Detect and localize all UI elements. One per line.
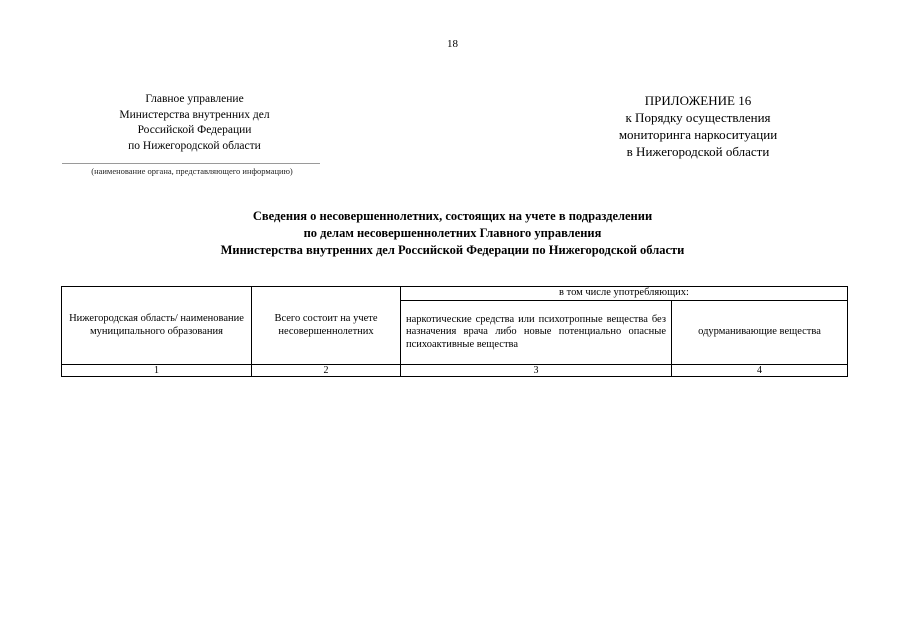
organization-name [62, 92, 327, 154]
column-number: 4 [672, 365, 848, 377]
report-table [61, 286, 848, 377]
column-number: 3 [401, 365, 672, 377]
table-header-row [62, 287, 848, 301]
narcotics-column-header: наркотические средства или психотропные вещества без назначения врача либо новые потенциально опасные психоактивные вещества [401, 300, 672, 365]
organization-line: Российской Федерации [137, 124, 252, 136]
region-column-header: Нижегородская область/ наименование муниципального образования [62, 287, 252, 365]
organization-line: Главное управление [145, 93, 244, 105]
organization-underline [62, 163, 320, 164]
organization-caption: (наименование органа, представляющего информацию) [91, 166, 293, 176]
column-number-row [62, 365, 848, 377]
column-number: 2 [252, 365, 401, 377]
title-line: Министерства внутренних дел Российской Федерации по Нижегородской области [220, 243, 685, 257]
title-line: по делам несовершеннолетних Главного управления [303, 226, 602, 240]
document-title [60, 208, 845, 259]
appendix-line: в Нижегородской области [626, 144, 770, 159]
page-number: 18 [447, 38, 458, 50]
title-line: Сведения о несовершеннолетних, состоящих на учете в подразделении [252, 209, 653, 223]
organization-line: Министерства внутренних дел [119, 108, 270, 121]
inhalants-column-header: одурманивающие вещества [672, 300, 848, 365]
column-number: 1 [62, 365, 252, 377]
total-column-header: Всего состоит на учете несовершеннолетних [252, 287, 401, 365]
appendix-line: мониторинга наркоситуации [618, 127, 778, 142]
organization-line: по Нижегородской области [128, 139, 261, 152]
appendix-line: к Порядку осуществления [625, 110, 771, 125]
appendix-line: ПРИЛОЖЕНИЕ 16 [644, 93, 752, 108]
users-group-header: в том числе употребляющих: [401, 287, 848, 301]
appendix-heading [590, 92, 806, 160]
